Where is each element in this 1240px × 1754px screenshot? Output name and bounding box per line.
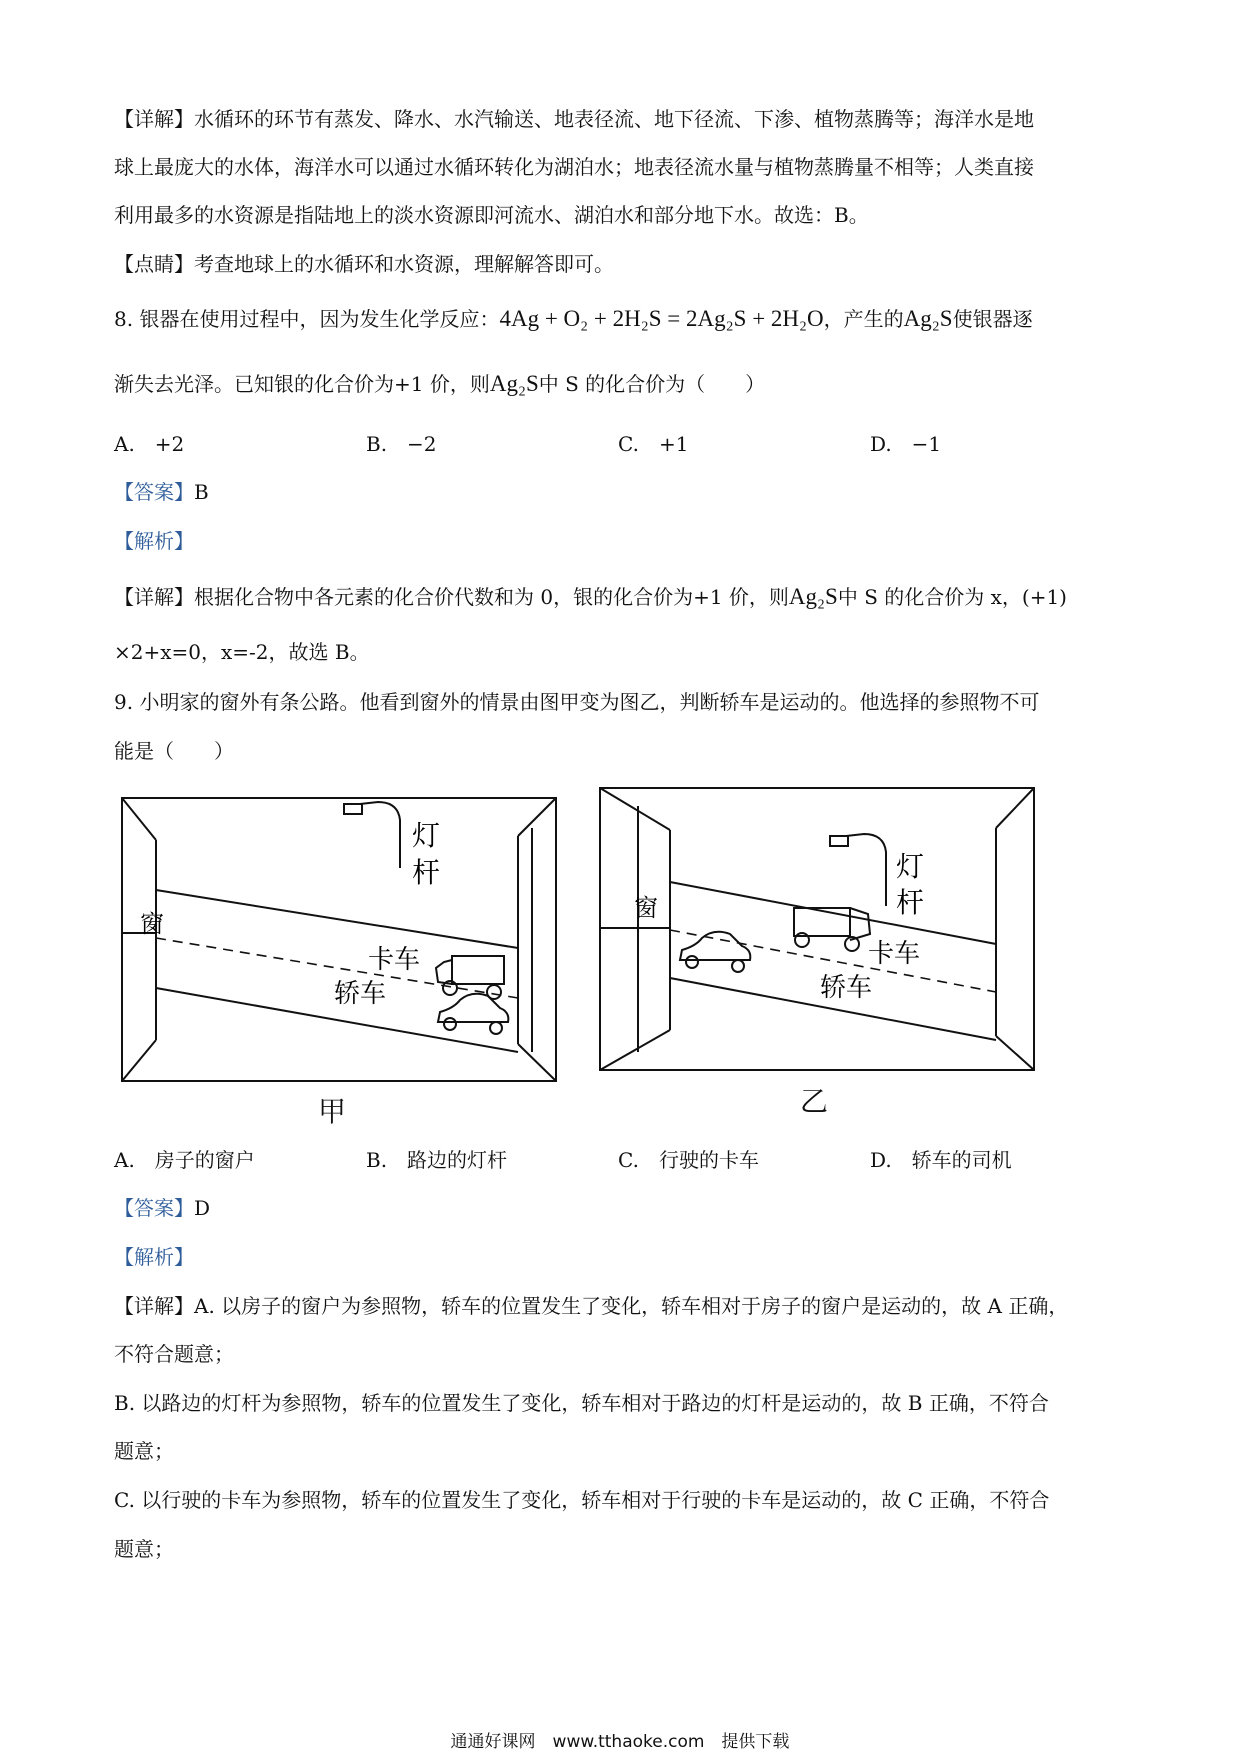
fig2-window-label: 窗 — [634, 894, 658, 922]
caption-yi: 乙 — [800, 1085, 829, 1118]
truck-icon — [436, 956, 504, 999]
q9-option-d: D. 轿车的司机 — [870, 1148, 1012, 1172]
q9-analysis-label: 【解析】 — [114, 1245, 194, 1269]
q8-line2-b: 中 S 的化合价为（ ） — [538, 372, 766, 396]
q8-stem-c: 使银器逐 — [952, 307, 1033, 331]
q8-option-b: B. −2 — [366, 432, 437, 456]
q9-stem-line-2: 能是（ ） — [114, 739, 234, 763]
q9-option-b: B. 路边的灯杆 — [366, 1148, 508, 1172]
fig1-pole-label-1: 灯 — [412, 819, 441, 852]
q9-option-c: C. 行驶的卡车 — [618, 1148, 759, 1172]
truck-icon — [794, 908, 870, 951]
q9-detail-c-line-1: C. 以行驶的卡车为参照物，轿车的位置发生了变化，轿车相对于行驶的卡车是运动的，故 C 正确，不符合 — [114, 1488, 1050, 1512]
q8-line2-a: 渐失去光泽。已知银的化合价为+1 价，则 — [114, 372, 490, 396]
q8-detail-line-2: ×2+x=0，x=-2，故选 B。 — [114, 640, 370, 664]
caption-jia: 甲 — [318, 1095, 347, 1128]
street-lamp-icon — [360, 802, 400, 868]
q8-answer-value: B — [194, 480, 209, 504]
q8-stem-line-1 — [114, 305, 1033, 333]
q9-detail-a-line-1: 【详解】A. 以房子的窗户为参照物，轿车的位置发生了变化，轿车相对于房子的窗户是运动的，故 A 正确， — [114, 1294, 1069, 1318]
q9-detail-a-line-2: 不符合题意； — [114, 1342, 234, 1366]
window-frame — [122, 798, 556, 1081]
q8-stem-line-2 — [114, 370, 765, 398]
q8-answer-label: 【答案】 — [114, 480, 194, 504]
q8-species-3: Ag₂S — [788, 584, 838, 609]
q7-detail-line-2: 球上最庞大的水体，海洋水可以通过水循环转化为湖泊水；地表径流水量与植物蒸腾量不相等；人类直接 — [114, 155, 1034, 179]
q8-answer — [114, 478, 209, 506]
q7-detail-line-1: 【详解】水循环的环节有蒸发、降水、水汽输送、地表径流、地下径流、下渗、植物蒸腾等；海洋水是地 — [114, 107, 1034, 131]
q8-equation: 4Ag + O₂ + 2H₂S = 2Ag₂S + 2H₂O — [499, 306, 824, 331]
q9-detail-c-line-2: 题意； — [114, 1537, 174, 1561]
q9-stem-line-1: 9. 小明家的窗外有条公路。他看到窗外的情景由图甲变为图乙，判断轿车是运动的。他选择的参照物不可 — [114, 690, 1040, 714]
car-icon — [680, 932, 750, 972]
q9-answer-value: D — [194, 1196, 211, 1220]
fig2-car-label: 轿车 — [820, 973, 873, 1003]
q8-stem-a: 8. 银器在使用过程中，因为发生化学反应： — [114, 307, 500, 331]
q7-comment: 【点睛】考查地球上的水循环和水资源，理解解答即可。 — [114, 252, 614, 276]
q8-option-a: A. +2 — [114, 432, 185, 456]
q8-option-c: C. +1 — [618, 432, 689, 456]
q9-answer-label: 【答案】 — [114, 1196, 194, 1220]
q7-detail-line-3: 利用最多的水资源是指陆地上的淡水资源即河流水、湖泊水和部分地下水。故选：B。 — [114, 203, 869, 227]
fig2-pole-label-2: 杆 — [896, 886, 925, 919]
figure-yi — [598, 782, 1038, 1086]
fig2-truck-label: 卡车 — [868, 939, 921, 969]
q9-detail-b-line-1: B. 以路边的灯杆为参照物，轿车的位置发生了变化，轿车相对于路边的灯杆是运动的，故 B 正确，不符合 — [114, 1391, 1049, 1415]
footer-source: 通通好课网 www.tthaoke.com 提供下载 — [450, 1732, 790, 1752]
q9-option-a: A. 房子的窗户 — [114, 1148, 255, 1172]
fig2-pole-label-1: 灯 — [896, 850, 925, 883]
figure-jia — [120, 790, 560, 1128]
q9-answer — [114, 1194, 210, 1222]
car-icon — [438, 994, 508, 1034]
q8-stem-b: ，产生的 — [823, 307, 904, 331]
fig1-car-label: 轿车 — [334, 979, 387, 1009]
q8-species-2: Ag₂S — [489, 371, 539, 396]
fig1-pole-label-2: 杆 — [412, 856, 441, 889]
fig1-truck-label: 卡车 — [368, 945, 421, 975]
q8-analysis-label: 【解析】 — [114, 529, 194, 553]
q8-detail-a: 【详解】根据化合物中各元素的化合价代数和为 0，银的化合价为+1 价，则 — [114, 585, 789, 609]
q8-detail-b: 中 S 的化合价为 x，(+1) — [837, 585, 1067, 609]
fig1-window-label: 窗 — [140, 910, 164, 938]
q8-option-d: D. −1 — [870, 432, 942, 456]
q9-detail-b-line-2: 题意； — [114, 1439, 174, 1463]
q8-detail-line-1 — [114, 583, 1067, 611]
street-lamp-icon — [846, 834, 886, 906]
q8-species: Ag₂S — [903, 306, 953, 331]
